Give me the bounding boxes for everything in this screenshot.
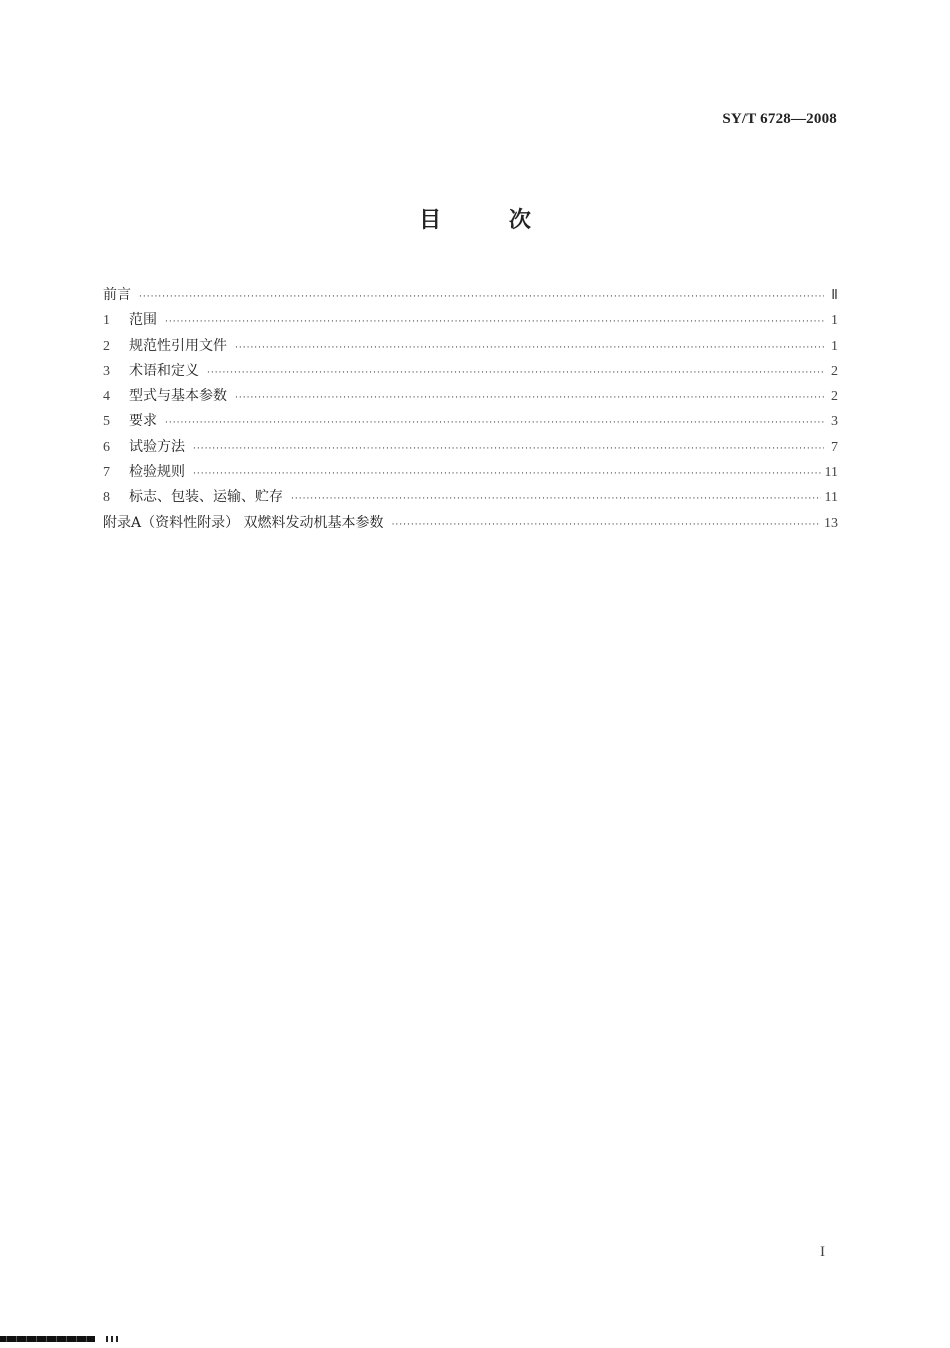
toc-section-number: 4 (103, 389, 110, 405)
toc-page-number: 1 (831, 338, 838, 354)
toc-entry-8[interactable] (103, 486, 838, 511)
table-of-contents (103, 284, 838, 537)
toc-page-number: 13 (824, 515, 838, 531)
toc-leader-dots (235, 343, 824, 353)
toc-entry-6[interactable] (103, 436, 838, 461)
toc-label: 检验规则 (129, 464, 185, 481)
toc-section-number: 7 (103, 465, 110, 481)
toc-leader-dots (193, 444, 824, 454)
toc-page-number: 11 (824, 465, 838, 481)
toc-label: 前言 (103, 287, 131, 303)
toc-leader-dots (291, 494, 821, 504)
toc-page-number: 2 (831, 389, 838, 405)
toc-section-number: 2 (103, 338, 110, 354)
toc-leader-dots (193, 469, 821, 479)
title-char-1: 目 (419, 208, 442, 233)
toc-leader-dots (235, 393, 824, 403)
toc-label: 要求 (129, 413, 157, 430)
toc-entry-7[interactable] (103, 461, 838, 486)
toc-label: 附录A（资料性附录） 双燃料发动机基本参数 (103, 514, 384, 531)
toc-entry-3[interactable] (103, 360, 838, 385)
toc-page-number: 3 (831, 414, 838, 430)
toc-page-number: 1 (831, 313, 838, 329)
page-title (0, 203, 950, 234)
scan-artifact (106, 1336, 118, 1342)
toc-leader-dots (165, 418, 824, 428)
toc-label: 标志、包装、运输、贮存 (129, 489, 283, 506)
toc-entry-4[interactable] (103, 385, 838, 410)
page-number: I (820, 1244, 825, 1260)
scan-artifact (0, 1336, 95, 1342)
toc-page-number: 7 (831, 439, 838, 455)
toc-entry-1[interactable] (103, 309, 838, 334)
toc-entry-5[interactable] (103, 410, 838, 435)
title-char-2: 次 (508, 208, 531, 233)
toc-page-number: 11 (824, 490, 838, 506)
standard-code: SY/T 6728—2008 (722, 111, 837, 127)
toc-section-number: 3 (103, 363, 110, 379)
toc-label: 规范性引用文件 (129, 337, 227, 354)
toc-entry-2[interactable] (103, 335, 838, 360)
toc-leader-dots (139, 292, 824, 302)
toc-entry-foreword[interactable] (103, 284, 838, 309)
toc-entry-annex-a[interactable] (103, 512, 838, 537)
toc-page-number: 2 (831, 363, 838, 379)
toc-leader-dots (165, 317, 824, 327)
toc-leader-dots (207, 368, 824, 378)
toc-label: 术语和定义 (129, 362, 199, 379)
toc-section-number: 5 (103, 414, 110, 430)
toc-section-number: 1 (103, 313, 110, 329)
toc-label: 试验方法 (129, 438, 185, 455)
toc-section-number: 6 (103, 439, 110, 455)
toc-section-number: 8 (103, 490, 110, 506)
toc-leader-dots (392, 520, 820, 530)
toc-page-number: Ⅱ (831, 288, 838, 303)
toc-label: 范围 (129, 312, 157, 329)
toc-label: 型式与基本参数 (129, 388, 227, 405)
